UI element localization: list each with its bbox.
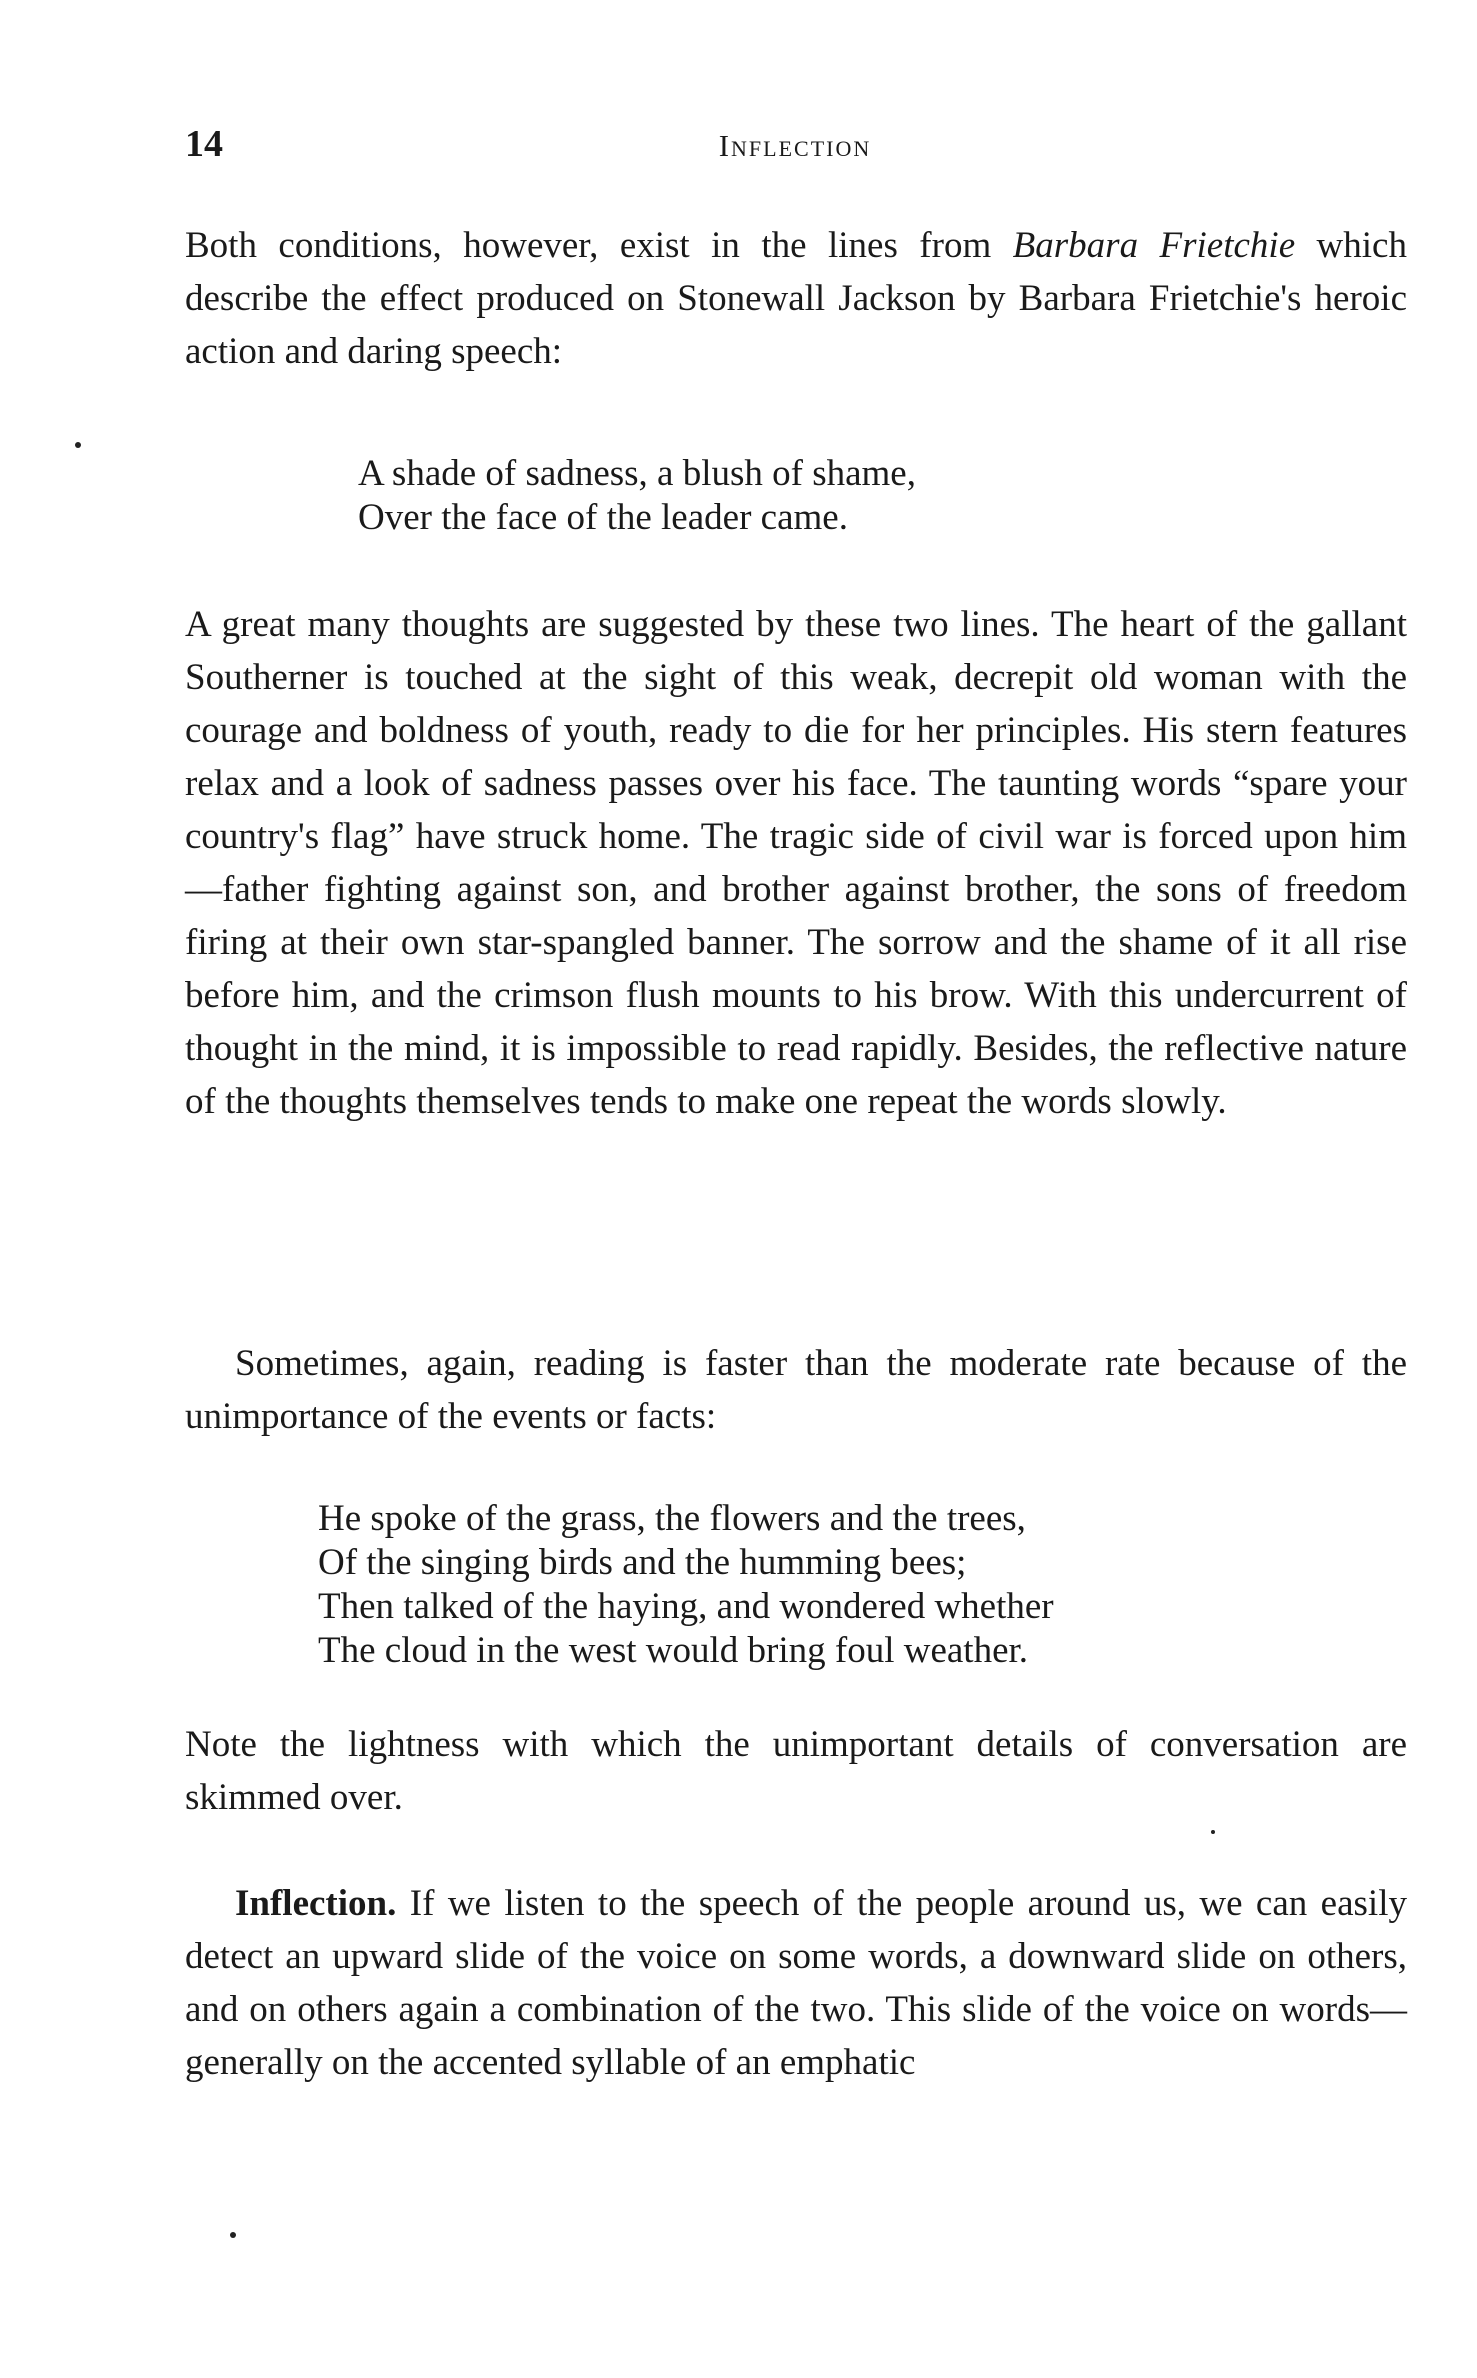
paragraph-great-many-thoughts (185, 598, 1407, 1128)
verse-line: Then talked of the haying, and wondered whether (318, 1586, 1054, 1627)
verse-quote-grass-flowers (318, 1497, 1054, 1673)
verse-line: He spoke of the grass, the flowers and the trees, (318, 1498, 1026, 1539)
para1-text-after: which describe the effect produced on Stonewall Jackson by Barbara Frietchie's heroic action and daring speech: (185, 225, 1407, 372)
margin-speck (1211, 1830, 1215, 1834)
para1-text-before: Both conditions, however, exist in the lines from (185, 225, 1013, 266)
para2-text: A great many thoughts are suggested by these two lines. The heart of the gallant Southerner is touched at the sight of this weak, decrepit old woman with the courage and boldness of youth, ready to die for her principles. His stern features relax and a look of sadness passes over his face. The taunting words “spare your country's flag” have struck home. The tragic side of civil war is forced upon him—father fighting against son, and brother against brother, the sons of freedom firing at their own star-spangled banner. The sorrow and the shame of it all rise before him, and the crimson flush mounts to his brow. With this undercurrent of thought in the mind, it is impossible to read rapidly. Besides, the reflective nature of the thoughts themselves tends to make one repeat the words slowly. (185, 604, 1407, 1122)
section-heading-inflection: Inflection. (235, 1883, 397, 1924)
margin-speck (75, 442, 81, 448)
paragraph-barbara-frietchie-intro (185, 219, 1407, 378)
paragraph-sometimes-faster (185, 1337, 1407, 1443)
verse-line: Of the singing birds and the humming bees; (318, 1542, 967, 1583)
page-header (185, 122, 1405, 172)
verse-line: A shade of sadness, a blush of shame, (358, 453, 916, 494)
running-head: Inflection (718, 128, 872, 163)
verse-line: Over the face of the leader came. (358, 497, 848, 538)
paragraph-inflection (185, 1877, 1407, 2089)
verse-quote-stonewall (358, 452, 916, 540)
para4-text: Note the lightness with which the unimportant details of conversation are skimmed over. (185, 1724, 1407, 1818)
page-number: 14 (185, 123, 223, 165)
paragraph-note-lightness (185, 1718, 1407, 1824)
verse-line: The cloud in the west would bring foul weather. (318, 1630, 1029, 1671)
para5-text: If we listen to the speech of the people around us, we can easily detect an upward slide of the voice on some words, a downward slide on others, and on others again a combination of the two. This slide of the voice on words—generally on the accented syllable of an emphatic (185, 1883, 1407, 2083)
para1-poem-title: Barbara Frietchie (1012, 225, 1296, 266)
para3-text: Sometimes, again, reading is faster than the moderate rate because of the unimportance of the events or facts: (185, 1343, 1407, 1437)
margin-speck (230, 2232, 236, 2238)
